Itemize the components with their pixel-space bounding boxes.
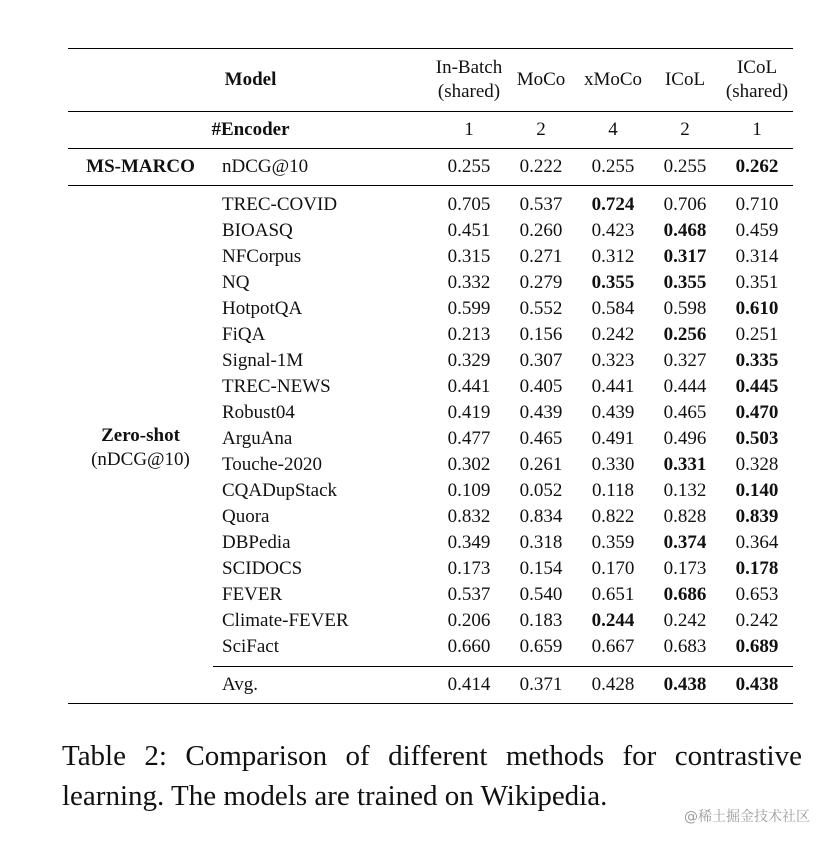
- score-cell: 0.710: [721, 186, 793, 219]
- header-col-inbatch: [433, 49, 505, 112]
- header-col-icol-shared: [721, 49, 793, 112]
- encoder-value: 2: [505, 112, 577, 149]
- score-cell: 0.178: [735, 558, 779, 579]
- score-cell: 0.355: [591, 272, 635, 293]
- header-col-moco: [505, 49, 577, 112]
- score-cell: 0.552: [519, 298, 563, 319]
- score-cell: 0.832: [447, 506, 491, 527]
- score-cell: 0.470: [735, 402, 779, 423]
- dataset-name: DBPedia: [222, 532, 291, 553]
- score-cell: 0.441: [591, 376, 635, 397]
- zeroshot-group-title: Zero-shot: [101, 424, 180, 446]
- score-cell: 0.686: [663, 584, 707, 605]
- score-cell: 0.328: [735, 454, 779, 475]
- score-cell: 0.132: [663, 480, 707, 501]
- dataset-name: HotpotQA: [222, 298, 303, 319]
- dataset-name: NQ: [222, 272, 250, 293]
- dataset-name: CQADupStack: [222, 480, 338, 501]
- score-cell: 0.118: [591, 480, 635, 501]
- score-cell: 0.317: [663, 246, 707, 267]
- avg-value: 0.414: [433, 667, 505, 704]
- header-col-xmoco: [577, 49, 649, 112]
- table-caption: Table 2: Comparison of different methods for contrastive learning. The models are trained on Wikipedia.: [62, 740, 802, 812]
- score-cell: 0.359: [591, 532, 635, 553]
- score-cell: 0.537: [505, 186, 577, 219]
- score-cell: 0.405: [519, 376, 563, 397]
- msmarco-group-label: MS-MARCO: [68, 149, 213, 186]
- score-cell: 0.335: [735, 350, 779, 371]
- dataset-name: SCIDOCS: [222, 558, 303, 579]
- score-cell: 0.667: [591, 636, 635, 657]
- score-cell: 0.653: [735, 584, 779, 605]
- score-cell: 0.537: [447, 584, 491, 605]
- dataset-name: ArguAna: [222, 428, 293, 449]
- score-cell: 0.302: [447, 454, 491, 475]
- table-row: [68, 186, 793, 219]
- score-cell: 0.839: [735, 506, 779, 527]
- score-cell: 0.491: [591, 428, 635, 449]
- score-cell: 0.349: [447, 532, 491, 553]
- avg-value: 0.438: [721, 667, 793, 704]
- score-cell: 0.503: [735, 428, 779, 449]
- score-cell: 0.683: [663, 636, 707, 657]
- score-cell: 0.584: [591, 298, 635, 319]
- encoder-row: [68, 112, 793, 149]
- score-cell: 0.206: [447, 610, 491, 631]
- score-cell: 0.706: [649, 186, 721, 219]
- score-cell: 0.109: [447, 480, 491, 501]
- encoder-label: #Encoder: [68, 112, 433, 149]
- score-cell: 0.331: [663, 454, 707, 475]
- watermark-text: @稀土掘金技术社区: [684, 809, 810, 825]
- score-cell: 0.599: [447, 298, 491, 319]
- score-cell: 0.451: [447, 220, 491, 241]
- dataset-name: SciFact: [222, 636, 279, 657]
- score-cell: 0.323: [591, 350, 635, 371]
- score-cell: 0.659: [519, 636, 563, 657]
- header-col-line1: MoCo: [516, 69, 566, 90]
- score-cell: 0.156: [519, 324, 563, 345]
- avg-value: 0.371: [505, 667, 577, 704]
- score-cell: 0.173: [663, 558, 707, 579]
- score-cell: 0.330: [591, 454, 635, 475]
- score-cell: 0.154: [519, 558, 563, 579]
- score-cell: 0.419: [447, 402, 491, 423]
- score-cell: 0.651: [591, 584, 635, 605]
- score-cell: 0.170: [591, 558, 635, 579]
- header-col-icol: [649, 49, 721, 112]
- score-cell: 0.828: [663, 506, 707, 527]
- avg-value: 0.438: [649, 667, 721, 704]
- score-cell: 0.705: [433, 186, 505, 219]
- score-cell: 0.689: [735, 636, 779, 657]
- score-cell: 0.439: [519, 402, 563, 423]
- score-cell: 0.465: [663, 402, 707, 423]
- header-col-line1: ICoL: [736, 57, 778, 78]
- avg-label: Avg.: [213, 667, 433, 704]
- score-cell: 0.329: [447, 350, 491, 371]
- score-cell: 0.355: [663, 272, 707, 293]
- msmarco-metric: nDCG@10: [213, 149, 433, 186]
- dataset-name: Robust04: [222, 402, 295, 423]
- score-cell: 0.610: [735, 298, 779, 319]
- header-col-line2: (shared): [437, 81, 501, 102]
- zeroshot-group-label: [68, 186, 213, 704]
- msmarco-value: 0.255: [433, 149, 505, 186]
- score-cell: 0.260: [519, 220, 563, 241]
- dataset-name: Quora: [222, 506, 270, 527]
- score-cell: 0.598: [663, 298, 707, 319]
- score-cell: 0.332: [447, 272, 491, 293]
- score-cell: 0.271: [519, 246, 563, 267]
- score-cell: 0.314: [735, 246, 779, 267]
- score-cell: 0.327: [663, 350, 707, 371]
- score-cell: 0.183: [519, 610, 563, 631]
- header-col-line2: (shared): [725, 81, 789, 102]
- score-cell: 0.834: [519, 506, 563, 527]
- encoder-value: 1: [721, 112, 793, 149]
- results-table-container: [68, 48, 793, 704]
- score-cell: 0.173: [447, 558, 491, 579]
- encoder-value: 2: [649, 112, 721, 149]
- score-cell: 0.242: [735, 610, 779, 631]
- score-cell: 0.251: [735, 324, 779, 345]
- dataset-name: Signal-1M: [222, 350, 304, 371]
- score-cell: 0.660: [447, 636, 491, 657]
- avg-value: 0.428: [577, 667, 649, 704]
- msmarco-row: [68, 149, 793, 186]
- score-cell: 0.052: [519, 480, 563, 501]
- header-model: Model: [68, 49, 433, 112]
- score-cell: 0.423: [591, 220, 635, 241]
- score-cell: 0.441: [447, 376, 491, 397]
- zeroshot-group-metric: (nDCG@10): [91, 448, 190, 470]
- msmarco-value: 0.255: [577, 149, 649, 186]
- score-cell: 0.256: [663, 324, 707, 345]
- score-cell: 0.465: [519, 428, 563, 449]
- dataset-name: BIOASQ: [222, 220, 293, 241]
- score-cell: 0.261: [519, 454, 563, 475]
- score-cell: 0.468: [663, 220, 707, 241]
- msmarco-value: 0.255: [649, 149, 721, 186]
- header-row: [68, 49, 793, 112]
- score-cell: 0.244: [591, 610, 635, 631]
- dataset-name: Touche-2020: [222, 454, 322, 475]
- score-cell: 0.242: [663, 610, 707, 631]
- score-cell: 0.351: [735, 272, 779, 293]
- score-cell: 0.318: [519, 532, 563, 553]
- score-cell: 0.279: [519, 272, 563, 293]
- msmarco-value: 0.222: [505, 149, 577, 186]
- score-cell: 0.496: [663, 428, 707, 449]
- score-cell: 0.242: [591, 324, 635, 345]
- dataset-name: Climate-FEVER: [222, 610, 349, 631]
- score-cell: 0.374: [663, 532, 707, 553]
- score-cell: 0.213: [447, 324, 491, 345]
- encoder-value: 1: [433, 112, 505, 149]
- score-cell: 0.315: [447, 246, 491, 267]
- header-col-line1: In-Batch: [435, 57, 503, 78]
- dataset-name: TREC-NEWS: [222, 376, 331, 397]
- score-cell: 0.477: [447, 428, 491, 449]
- dataset-name: NFCorpus: [222, 246, 302, 267]
- score-cell: 0.540: [519, 584, 563, 605]
- score-cell: 0.307: [519, 350, 563, 371]
- score-cell: 0.439: [591, 402, 635, 423]
- score-cell: 0.724: [577, 186, 649, 219]
- score-cell: 0.444: [663, 376, 707, 397]
- encoder-value: 4: [577, 112, 649, 149]
- score-cell: 0.312: [591, 246, 635, 267]
- score-cell: 0.140: [735, 480, 779, 501]
- header-col-line1: ICoL: [664, 69, 706, 90]
- msmarco-value: 0.262: [721, 149, 793, 186]
- dataset-name: FEVER: [222, 584, 283, 605]
- score-cell: 0.445: [735, 376, 779, 397]
- header-col-line1: xMoCo: [583, 69, 643, 90]
- score-cell: 0.364: [735, 532, 779, 553]
- score-cell: 0.459: [735, 220, 779, 241]
- results-table: [68, 48, 793, 704]
- dataset-name: TREC-COVID: [213, 186, 433, 219]
- dataset-name: FiQA: [222, 324, 266, 345]
- score-cell: 0.822: [591, 506, 635, 527]
